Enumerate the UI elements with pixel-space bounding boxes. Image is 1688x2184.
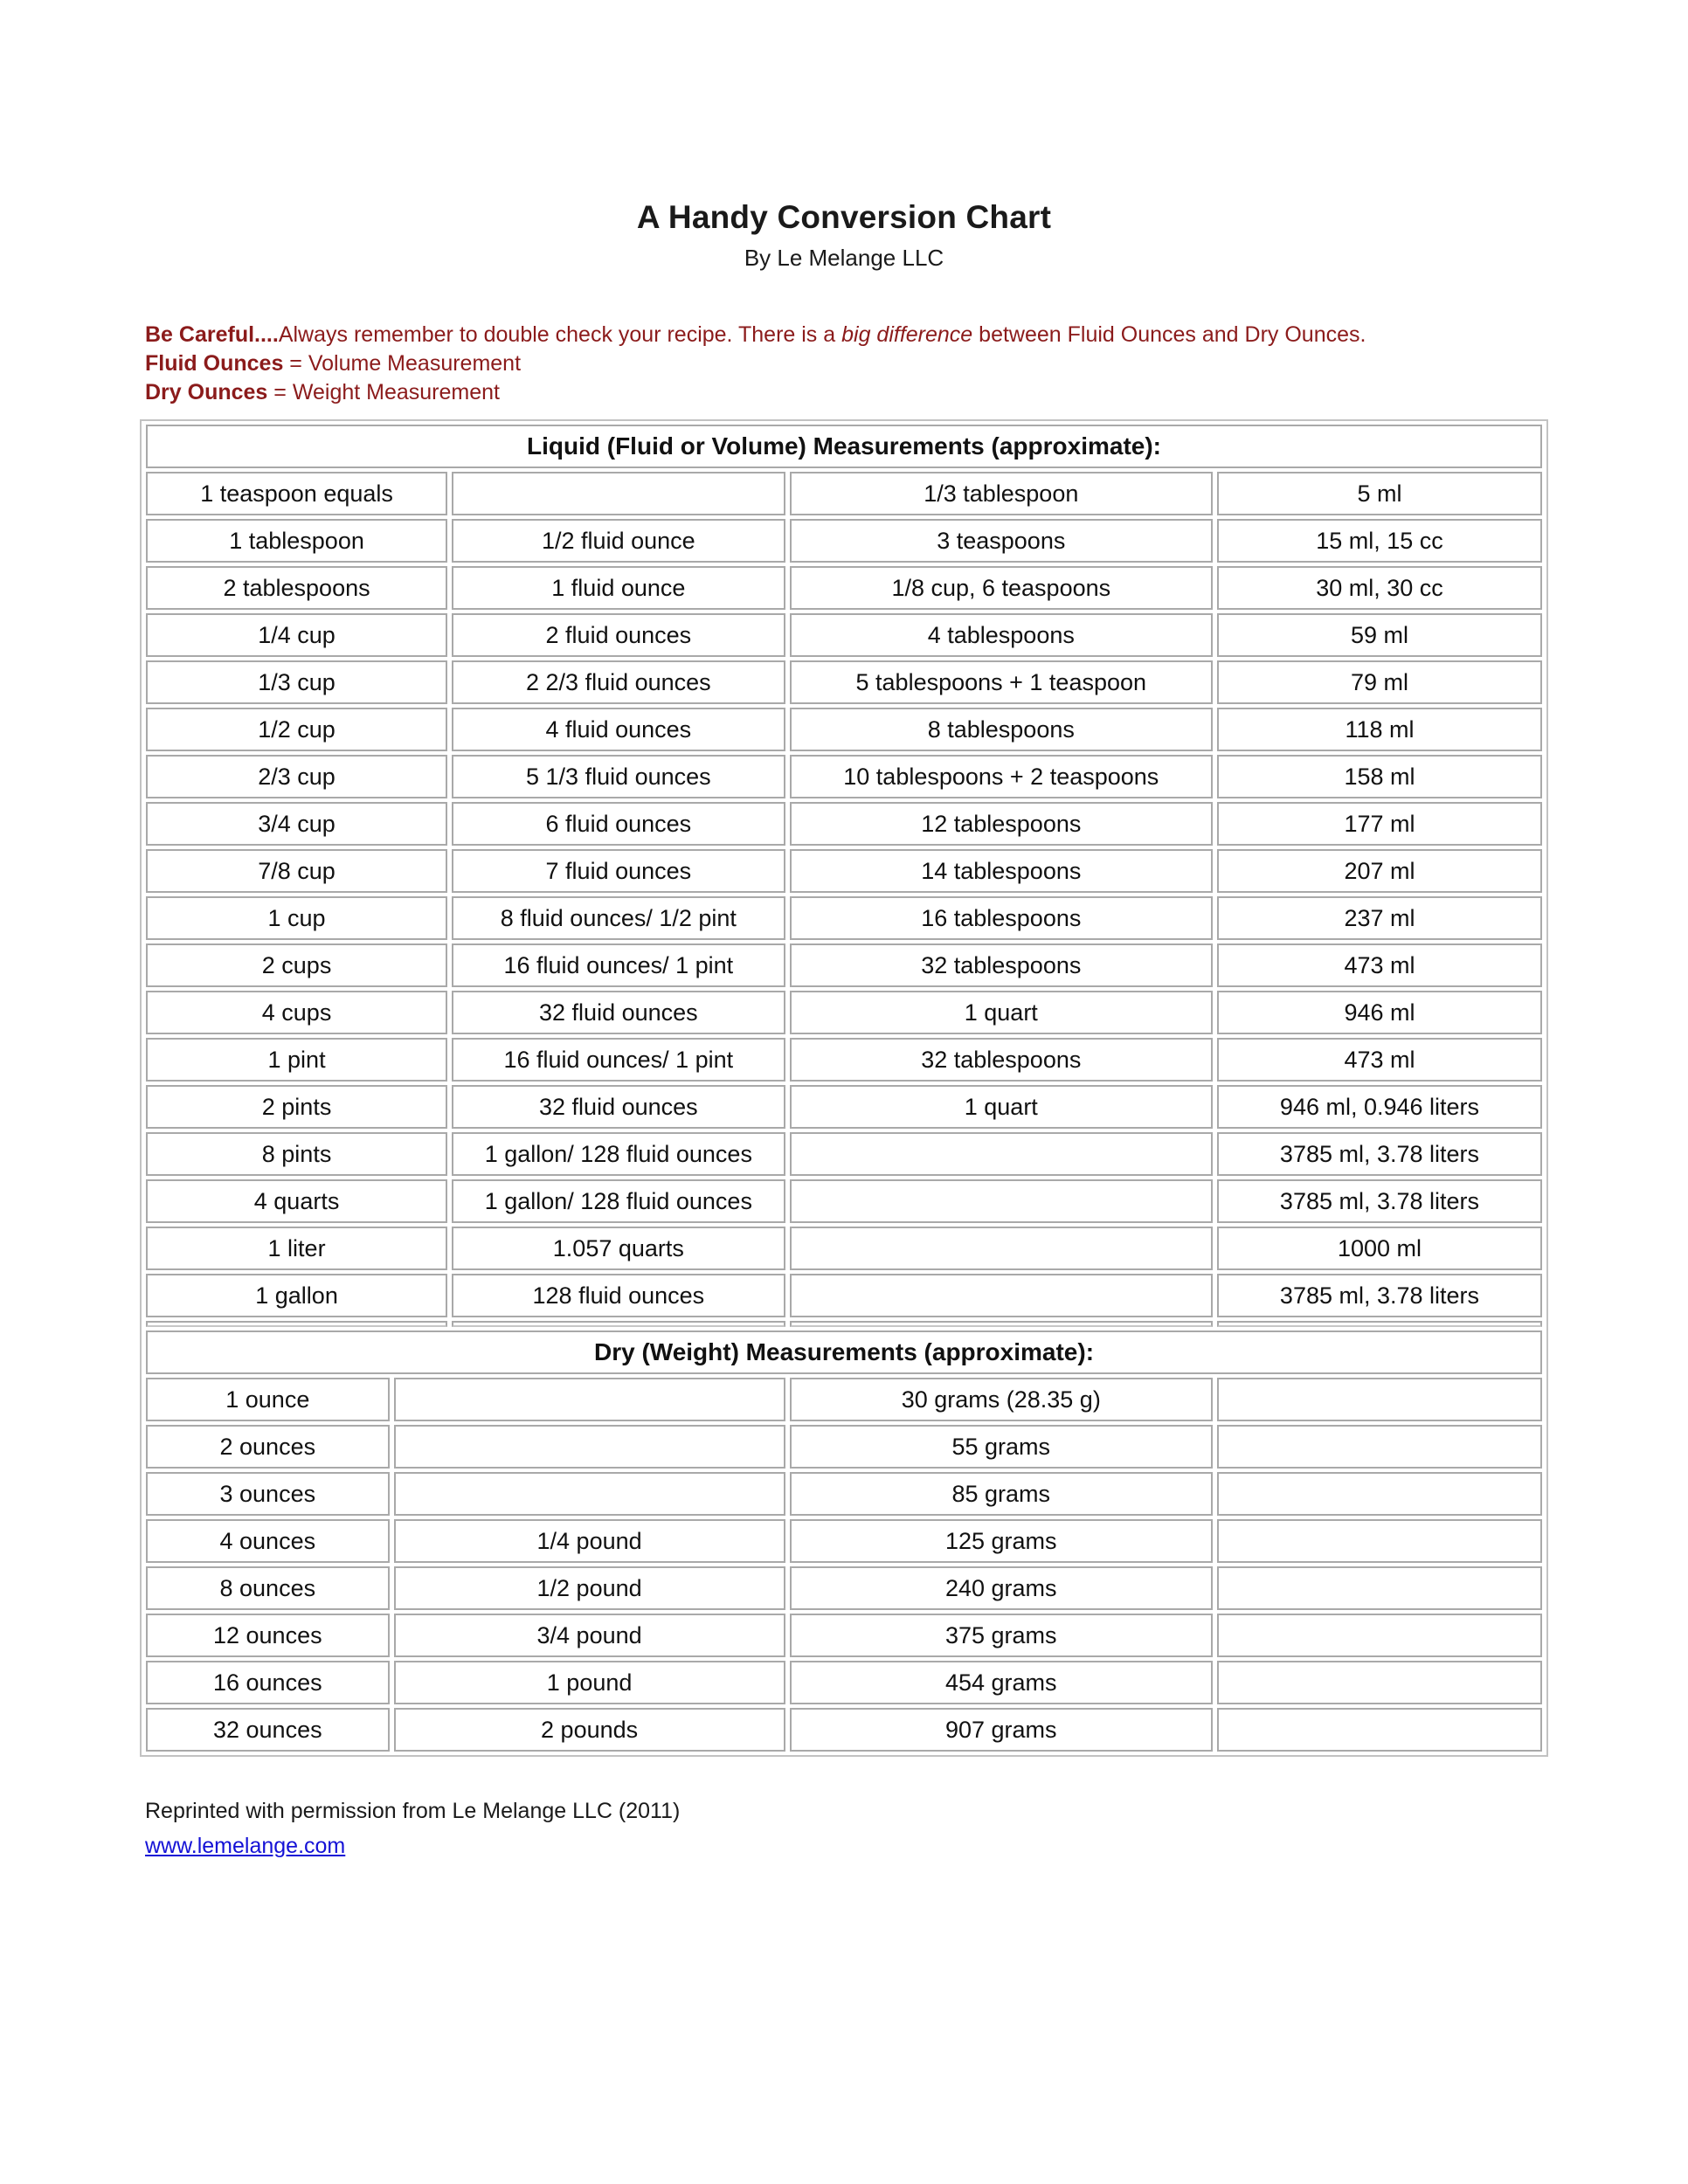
table-cell: 32 tablespoons: [790, 1038, 1213, 1082]
table-cell: [790, 1179, 1213, 1223]
table-row: [146, 1519, 1542, 1563]
table-cell: 16 fluid ounces/ 1 pint: [452, 1038, 785, 1082]
table-cell: 1 gallon/ 128 fluid ounces: [452, 1179, 785, 1223]
table-cell: 177 ml: [1217, 802, 1542, 846]
table-cell: [790, 1132, 1213, 1176]
table-cell: [1217, 1566, 1542, 1610]
table-cell: 8 tablespoons: [790, 708, 1213, 751]
table-cell: [1217, 1472, 1542, 1516]
table-cell: 207 ml: [1217, 849, 1542, 893]
table-row: [146, 1566, 1542, 1610]
table-cell: 473 ml: [1217, 943, 1542, 987]
table-cell: [452, 1321, 785, 1327]
table-cell: 1 liter: [146, 1227, 447, 1270]
table-cell: [1217, 1614, 1542, 1657]
table-cell: 1 fluid ounce: [452, 566, 785, 610]
table-cell: [1217, 1661, 1542, 1704]
table-cell: 2 tablespoons: [146, 566, 447, 610]
table-cell: 4 tablespoons: [790, 613, 1213, 657]
table-cell: 4 cups: [146, 991, 447, 1034]
warning-line-fluid: [145, 349, 1543, 378]
liquid-table-header-row: [146, 425, 1542, 468]
table-cell: 1/4 cup: [146, 613, 447, 657]
table-cell: 1.057 quarts: [452, 1227, 785, 1270]
table-cell: [790, 1321, 1213, 1327]
table-cell: 16 tablespoons: [790, 896, 1213, 940]
warning-line-dry: [145, 378, 1543, 407]
table-row: [146, 613, 1542, 657]
warning-dry-bold: Dry Ounces: [145, 380, 268, 404]
table-row: [146, 1472, 1542, 1516]
table-row: [146, 1038, 1542, 1082]
dry-table-header: Dry (Weight) Measurements (approximate):: [146, 1330, 1542, 1374]
table-cell: 15 ml, 15 cc: [1217, 519, 1542, 563]
table-cell: 32 fluid ounces: [452, 1085, 785, 1129]
table-cell: 4 quarts: [146, 1179, 447, 1223]
table-cell: 7 fluid ounces: [452, 849, 785, 893]
table-cell: 1/2 pound: [394, 1566, 785, 1610]
table-cell: 32 fluid ounces: [452, 991, 785, 1034]
reprint-note: Reprinted with permission from Le Melange LLC (2011): [145, 1799, 681, 1823]
warning-careful-bold: Be Careful....: [145, 322, 279, 347]
table-cell: 3785 ml, 3.78 liters: [1217, 1274, 1542, 1317]
conversion-tables: [140, 419, 1548, 1757]
table-cell: 8 ounces: [146, 1566, 390, 1610]
table-cell: 454 grams: [790, 1661, 1213, 1704]
table-cell: [1217, 1425, 1542, 1469]
table-cell: 1/2 cup: [146, 708, 447, 751]
table-row: [146, 660, 1542, 704]
table-cell: 2 fluid ounces: [452, 613, 785, 657]
table-cell: 14 tablespoons: [790, 849, 1213, 893]
table-cell: 1/4 pound: [394, 1519, 785, 1563]
table-row: [146, 472, 1542, 515]
table-cell: 1 pound: [394, 1661, 785, 1704]
table-cell: 5 tablespoons + 1 teaspoon: [790, 660, 1213, 704]
byline: By Le Melange LLC: [744, 245, 944, 271]
table-cell: 16 ounces: [146, 1661, 390, 1704]
table-cell: 4 fluid ounces: [452, 708, 785, 751]
table-cell: [452, 472, 785, 515]
table-row: [146, 708, 1542, 751]
table-cell: 1/3 tablespoon: [790, 472, 1213, 515]
table-cell: 1/3 cup: [146, 660, 447, 704]
table-cell: [394, 1378, 785, 1421]
table-cell: 1 cup: [146, 896, 447, 940]
liquid-table-spacer-row: [146, 1321, 1542, 1327]
table-cell: 55 grams: [790, 1425, 1213, 1469]
table-cell: 1/8 cup, 6 teaspoons: [790, 566, 1213, 610]
table-cell: 473 ml: [1217, 1038, 1542, 1082]
table-cell: 7/8 cup: [146, 849, 447, 893]
warning-careful-text2: between Fluid Ounces and Dry Ounces.: [972, 322, 1366, 347]
table-cell: 5 ml: [1217, 472, 1542, 515]
dry-measurements-table: [142, 1327, 1546, 1755]
table-cell: 10 tablespoons + 2 teaspoons: [790, 755, 1213, 798]
table-cell: 30 ml, 30 cc: [1217, 566, 1542, 610]
warning-careful-italic: big difference: [841, 322, 973, 347]
dry-table-header-row: [146, 1330, 1542, 1374]
table-cell: 3/4 cup: [146, 802, 447, 846]
table-cell: 1 tablespoon: [146, 519, 447, 563]
liquid-table-header: Liquid (Fluid or Volume) Measurements (approximate):: [146, 425, 1542, 468]
table-cell: [1217, 1519, 1542, 1563]
warning-line-careful: [145, 321, 1543, 349]
table-cell: 3 teaspoons: [790, 519, 1213, 563]
table-row: [146, 1708, 1542, 1752]
table-row: [146, 1132, 1542, 1176]
table-row: [146, 802, 1542, 846]
table-cell: 8 pints: [146, 1132, 447, 1176]
table-cell: 6 fluid ounces: [452, 802, 785, 846]
table-cell: 118 ml: [1217, 708, 1542, 751]
table-row: [146, 519, 1542, 563]
table-row: [146, 1425, 1542, 1469]
table-cell: 237 ml: [1217, 896, 1542, 940]
table-cell: 2 pints: [146, 1085, 447, 1129]
table-cell: 125 grams: [790, 1519, 1213, 1563]
table-cell: [394, 1472, 785, 1516]
table-row: [146, 991, 1542, 1034]
table-cell: 158 ml: [1217, 755, 1542, 798]
table-row: [146, 1085, 1542, 1129]
table-cell: 12 tablespoons: [790, 802, 1213, 846]
table-cell: [1217, 1378, 1542, 1421]
table-cell: 946 ml: [1217, 991, 1542, 1034]
table-cell: [1217, 1708, 1542, 1752]
table-cell: [790, 1227, 1213, 1270]
table-cell: 2 2/3 fluid ounces: [452, 660, 785, 704]
table-row: [146, 943, 1542, 987]
table-cell: [394, 1425, 785, 1469]
table-cell: 3 ounces: [146, 1472, 390, 1516]
warning-block: [145, 321, 1543, 407]
table-row: [146, 1614, 1542, 1657]
table-cell: 1000 ml: [1217, 1227, 1542, 1270]
table-row: [146, 1661, 1542, 1704]
table-row: [146, 1179, 1542, 1223]
table-row: [146, 896, 1542, 940]
liquid-measurements-table: [142, 421, 1546, 1330]
table-cell: [146, 1321, 447, 1327]
table-cell: 1 quart: [790, 1085, 1213, 1129]
table-cell: 2/3 cup: [146, 755, 447, 798]
table-cell: 1 teaspoon equals: [146, 472, 447, 515]
table-cell: 3785 ml, 3.78 liters: [1217, 1132, 1542, 1176]
table-cell: 16 fluid ounces/ 1 pint: [452, 943, 785, 987]
table-cell: 946 ml, 0.946 liters: [1217, 1085, 1542, 1129]
table-cell: 32 tablespoons: [790, 943, 1213, 987]
table-cell: 85 grams: [790, 1472, 1213, 1516]
table-row: [146, 1274, 1542, 1317]
table-cell: 1/2 fluid ounce: [452, 519, 785, 563]
table-cell: 1 pint: [146, 1038, 447, 1082]
table-cell: 32 ounces: [146, 1708, 390, 1752]
table-cell: 30 grams (28.35 g): [790, 1378, 1213, 1421]
table-cell: 1 quart: [790, 991, 1213, 1034]
warning-careful-text1: Always remember to double check your recipe. There is a: [278, 322, 842, 347]
footer: [145, 1794, 1543, 1863]
table-row: [146, 1227, 1542, 1270]
table-row: [146, 1378, 1542, 1421]
table-cell: 375 grams: [790, 1614, 1213, 1657]
table-cell: 4 ounces: [146, 1519, 390, 1563]
table-cell: 128 fluid ounces: [452, 1274, 785, 1317]
warning-fluid-bold: Fluid Ounces: [145, 351, 284, 376]
table-cell: 3/4 pound: [394, 1614, 785, 1657]
table-cell: 2 ounces: [146, 1425, 390, 1469]
table-cell: [790, 1274, 1213, 1317]
table-cell: 59 ml: [1217, 613, 1542, 657]
table-cell: 2 pounds: [394, 1708, 785, 1752]
table-cell: 8 fluid ounces/ 1/2 pint: [452, 896, 785, 940]
table-cell: 12 ounces: [146, 1614, 390, 1657]
document-header: [0, 0, 1688, 272]
table-cell: 240 grams: [790, 1566, 1213, 1610]
table-row: [146, 849, 1542, 893]
table-cell: 5 1/3 fluid ounces: [452, 755, 785, 798]
table-cell: 79 ml: [1217, 660, 1542, 704]
page-title: A Handy Conversion Chart: [636, 199, 1052, 235]
warning-dry-text: = Weight Measurement: [267, 380, 500, 404]
website-link[interactable]: www.lemelange.com: [145, 1834, 346, 1858]
table-cell: 2 cups: [146, 943, 447, 987]
table-row: [146, 755, 1542, 798]
table-cell: 1 gallon: [146, 1274, 447, 1317]
table-cell: 907 grams: [790, 1708, 1213, 1752]
table-cell: [1217, 1321, 1542, 1327]
table-row: [146, 566, 1542, 610]
table-cell: 3785 ml, 3.78 liters: [1217, 1179, 1542, 1223]
table-cell: 1 ounce: [146, 1378, 390, 1421]
warning-fluid-text: = Volume Measurement: [283, 351, 522, 376]
table-cell: 1 gallon/ 128 fluid ounces: [452, 1132, 785, 1176]
